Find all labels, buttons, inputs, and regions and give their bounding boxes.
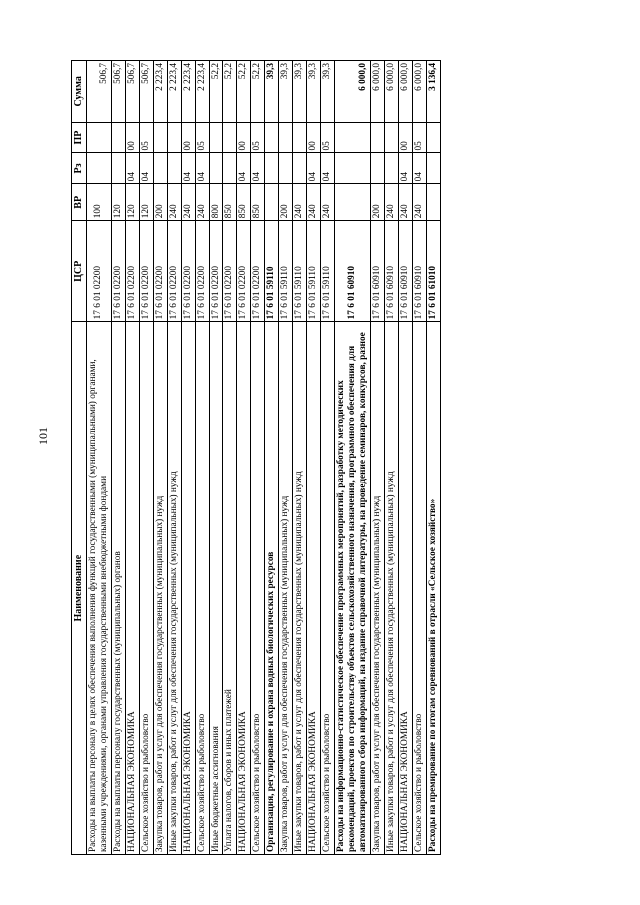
cell-csr: 17 6 01 02200 bbox=[181, 221, 195, 322]
cell-name: НАЦИОНАЛЬНАЯ ЭКОНОМИКА bbox=[399, 322, 413, 855]
cell-name: Закупка товаров, работ и услуг для обеспечения государственных (муниципальных) нужд bbox=[153, 322, 167, 855]
cell-csr: 17 6 01 59110 bbox=[321, 221, 335, 322]
cell-sum: 39,3 bbox=[307, 61, 321, 123]
table-header-row bbox=[72, 61, 87, 855]
cell-csr: 17 6 01 02200 bbox=[167, 221, 181, 322]
table-row bbox=[223, 61, 237, 855]
table-row bbox=[209, 61, 223, 855]
cell-csr: 17 6 01 02200 bbox=[223, 221, 237, 322]
cell-sum: 52,2 bbox=[237, 61, 251, 123]
cell-vr: 240 bbox=[195, 184, 209, 221]
cell-sum: 52,2 bbox=[209, 61, 223, 123]
cell-pr: 05 bbox=[321, 122, 335, 153]
cell-csr: 17 6 01 02200 bbox=[86, 221, 111, 322]
cell-name: Закупка товаров, работ и услуг для обеспечения государственных (муниципальных) нужд bbox=[371, 322, 385, 855]
header-rz: Рз bbox=[72, 153, 87, 184]
cell-pr bbox=[153, 122, 167, 153]
cell-name: Закупка товаров, работ и услуг для обеспечения государственных (муниципальных) нужд bbox=[279, 322, 293, 855]
table-row bbox=[307, 61, 321, 855]
cell-pr bbox=[111, 122, 125, 153]
cell-pr bbox=[223, 122, 237, 153]
cell-name: Сельское хозяйство и рыболовство bbox=[139, 322, 153, 855]
cell-vr: 100 bbox=[86, 184, 111, 221]
cell-pr: 05 bbox=[251, 122, 265, 153]
table-row bbox=[413, 61, 427, 855]
cell-sum: 2 223,4 bbox=[153, 61, 167, 123]
cell-vr: 240 bbox=[321, 184, 335, 221]
table-body bbox=[86, 61, 440, 855]
cell-rz bbox=[86, 153, 111, 184]
cell-pr bbox=[167, 122, 181, 153]
cell-name: НАЦИОНАЛЬНАЯ ЭКОНОМИКА bbox=[181, 322, 195, 855]
table-row bbox=[86, 61, 111, 855]
cell-sum: 39,3 bbox=[265, 61, 279, 123]
cell-csr: 17 6 01 02200 bbox=[153, 221, 167, 322]
cell-name: Сельское хозяйство и рыболовство bbox=[195, 322, 209, 855]
cell-vr: 850 bbox=[223, 184, 237, 221]
cell-sum: 52,2 bbox=[223, 61, 237, 123]
table-row bbox=[399, 61, 413, 855]
table-row bbox=[265, 61, 279, 855]
cell-rz: 04 bbox=[399, 153, 413, 184]
cell-rz: 04 bbox=[139, 153, 153, 184]
table-row bbox=[321, 61, 335, 855]
cell-rz: 04 bbox=[195, 153, 209, 184]
cell-name: Иные закупки товаров, работ и услуг для обеспечения государственных (муниципальных) нужд bbox=[167, 322, 181, 855]
cell-csr: 17 6 01 02200 bbox=[139, 221, 153, 322]
cell-sum: 6 000,0 bbox=[399, 61, 413, 123]
budget-table bbox=[71, 60, 441, 855]
cell-vr: 120 bbox=[111, 184, 125, 221]
table-row bbox=[125, 61, 139, 855]
cell-rz bbox=[293, 153, 307, 184]
cell-name: НАЦИОНАЛЬНАЯ ЭКОНОМИКА bbox=[237, 322, 251, 855]
cell-sum: 2 223,4 bbox=[195, 61, 209, 123]
cell-csr: 17 6 01 60910 bbox=[335, 221, 371, 322]
cell-pr: 00 bbox=[237, 122, 251, 153]
table-row bbox=[111, 61, 125, 855]
cell-pr: 05 bbox=[139, 122, 153, 153]
cell-vr: 850 bbox=[237, 184, 251, 221]
cell-vr: 240 bbox=[413, 184, 427, 221]
cell-name: Сельское хозяйство и рыболовство bbox=[321, 322, 335, 855]
header-vr: ВР bbox=[72, 184, 87, 221]
table-row bbox=[251, 61, 265, 855]
cell-csr: 17 6 01 59110 bbox=[307, 221, 321, 322]
cell-pr: 05 bbox=[195, 122, 209, 153]
cell-vr: 240 bbox=[399, 184, 413, 221]
cell-name: Уплата налогов, сборов и иных платежей bbox=[223, 322, 237, 855]
cell-vr: 120 bbox=[139, 184, 153, 221]
cell-vr: 200 bbox=[153, 184, 167, 221]
cell-csr: 17 6 01 60910 bbox=[399, 221, 413, 322]
cell-pr: 00 bbox=[307, 122, 321, 153]
cell-sum: 506,7 bbox=[139, 61, 153, 123]
cell-vr: 200 bbox=[371, 184, 385, 221]
header-sum: Сумма bbox=[72, 61, 87, 123]
table-row bbox=[153, 61, 167, 855]
table-row bbox=[293, 61, 307, 855]
cell-sum: 6 000,0 bbox=[335, 61, 371, 123]
cell-pr bbox=[209, 122, 223, 153]
cell-csr: 17 6 01 61010 bbox=[427, 221, 441, 322]
cell-rz: 04 bbox=[237, 153, 251, 184]
cell-csr: 17 6 01 59110 bbox=[279, 221, 293, 322]
cell-name: НАЦИОНАЛЬНАЯ ЭКОНОМИКА bbox=[307, 322, 321, 855]
cell-vr: 240 bbox=[167, 184, 181, 221]
table-row bbox=[237, 61, 251, 855]
cell-sum: 506,7 bbox=[125, 61, 139, 123]
cell-csr: 17 6 01 60910 bbox=[371, 221, 385, 322]
cell-pr: 00 bbox=[125, 122, 139, 153]
cell-name: Иные закупки товаров, работ и услуг для обеспечения государственных (муниципальных) нужд bbox=[385, 322, 399, 855]
cell-vr: 800 bbox=[209, 184, 223, 221]
cell-name: Расходы на премирование по итогам соревнований в отрасли «Сельское хозяйство» bbox=[427, 322, 441, 855]
cell-vr bbox=[427, 184, 441, 221]
table-row bbox=[371, 61, 385, 855]
cell-sum: 39,3 bbox=[321, 61, 335, 123]
cell-sum: 506,7 bbox=[111, 61, 125, 123]
cell-rz bbox=[167, 153, 181, 184]
table-row bbox=[385, 61, 399, 855]
cell-sum: 6 000,0 bbox=[385, 61, 399, 123]
cell-rz bbox=[153, 153, 167, 184]
cell-csr: 17 6 01 02200 bbox=[195, 221, 209, 322]
cell-rz bbox=[223, 153, 237, 184]
header-csr: ЦСР bbox=[72, 221, 87, 322]
cell-vr bbox=[265, 184, 279, 221]
cell-rz: 04 bbox=[307, 153, 321, 184]
cell-vr: 200 bbox=[279, 184, 293, 221]
cell-vr: 120 bbox=[125, 184, 139, 221]
cell-rz: 04 bbox=[125, 153, 139, 184]
cell-rz: 04 bbox=[413, 153, 427, 184]
cell-pr: 00 bbox=[181, 122, 195, 153]
cell-pr: 05 bbox=[413, 122, 427, 153]
cell-sum: 39,3 bbox=[279, 61, 293, 123]
cell-rz: 04 bbox=[251, 153, 265, 184]
cell-rz bbox=[335, 153, 371, 184]
cell-vr bbox=[335, 184, 371, 221]
cell-rz bbox=[427, 153, 441, 184]
table-row bbox=[139, 61, 153, 855]
cell-pr bbox=[427, 122, 441, 153]
cell-csr: 17 6 01 59110 bbox=[265, 221, 279, 322]
cell-sum: 506,7 bbox=[86, 61, 111, 123]
header-pr: ПР bbox=[72, 122, 87, 153]
cell-sum: 39,3 bbox=[293, 61, 307, 123]
cell-name: Иные бюджетные ассигнования bbox=[209, 322, 223, 855]
header-name: Наименование bbox=[72, 322, 87, 855]
cell-name: Организация, регулирование и охрана водных биологических ресурсов bbox=[265, 322, 279, 855]
cell-csr: 17 6 01 59110 bbox=[293, 221, 307, 322]
cell-vr: 240 bbox=[181, 184, 195, 221]
cell-name: Расходы на информационно-статистическое обеспечение программных мероприятий, разработку методических рекомендаций, проектов по строительству объектов сельскохозяйственного назначения, программного обеспечения для автоматизированного сбора информаций, на издание справочной литературы, на проведение семинаров, конкурсов, разное bbox=[335, 322, 371, 855]
cell-name: НАЦИОНАЛЬНАЯ ЭКОНОМИКА bbox=[125, 322, 139, 855]
table-row bbox=[195, 61, 209, 855]
cell-name: Сельское хозяйство и рыболовство bbox=[251, 322, 265, 855]
cell-vr: 240 bbox=[293, 184, 307, 221]
cell-csr: 17 6 01 60910 bbox=[413, 221, 427, 322]
cell-pr bbox=[265, 122, 279, 153]
cell-pr bbox=[335, 122, 371, 153]
cell-name: Сельское хозяйство и рыболовство bbox=[413, 322, 427, 855]
cell-pr bbox=[279, 122, 293, 153]
cell-rz bbox=[209, 153, 223, 184]
cell-rz bbox=[111, 153, 125, 184]
table-row bbox=[167, 61, 181, 855]
table-row bbox=[279, 61, 293, 855]
table-row bbox=[335, 61, 371, 855]
cell-pr bbox=[385, 122, 399, 153]
cell-sum: 3 136,4 bbox=[427, 61, 441, 123]
cell-sum: 6 000,0 bbox=[413, 61, 427, 123]
cell-name: Расходы на выплаты персоналу государственных (муниципальных) органов bbox=[111, 322, 125, 855]
cell-csr: 17 6 01 02200 bbox=[125, 221, 139, 322]
cell-csr: 17 6 01 02200 bbox=[209, 221, 223, 322]
cell-sum: 52,2 bbox=[251, 61, 265, 123]
page-number: 101 bbox=[36, 427, 50, 445]
cell-rz bbox=[279, 153, 293, 184]
table-row bbox=[181, 61, 195, 855]
cell-rz bbox=[265, 153, 279, 184]
cell-pr bbox=[371, 122, 385, 153]
budget-table-container bbox=[71, 60, 566, 855]
cell-vr: 850 bbox=[251, 184, 265, 221]
cell-csr: 17 6 01 02200 bbox=[111, 221, 125, 322]
cell-pr: 00 bbox=[399, 122, 413, 153]
cell-pr bbox=[86, 122, 111, 153]
cell-sum: 6 000,0 bbox=[371, 61, 385, 123]
cell-sum: 2 223,4 bbox=[181, 61, 195, 123]
cell-rz: 04 bbox=[181, 153, 195, 184]
cell-csr: 17 6 01 60910 bbox=[385, 221, 399, 322]
cell-rz bbox=[385, 153, 399, 184]
cell-rz: 04 bbox=[321, 153, 335, 184]
cell-name: Иные закупки товаров, работ и услуг для обеспечения государственных (муниципальных) нужд bbox=[293, 322, 307, 855]
cell-csr: 17 6 01 02200 bbox=[251, 221, 265, 322]
cell-vr: 240 bbox=[307, 184, 321, 221]
cell-pr bbox=[293, 122, 307, 153]
cell-name: Расходы на выплаты персоналу в целях обеспечения выполнения функций государственными (муниципальными) органами, казенными учреждениями, органами управления государственными внебюджетными фондами bbox=[86, 322, 111, 855]
cell-sum: 2 223,4 bbox=[167, 61, 181, 123]
cell-rz bbox=[371, 153, 385, 184]
table-row bbox=[427, 61, 441, 855]
cell-vr: 240 bbox=[385, 184, 399, 221]
cell-csr: 17 6 01 02200 bbox=[237, 221, 251, 322]
